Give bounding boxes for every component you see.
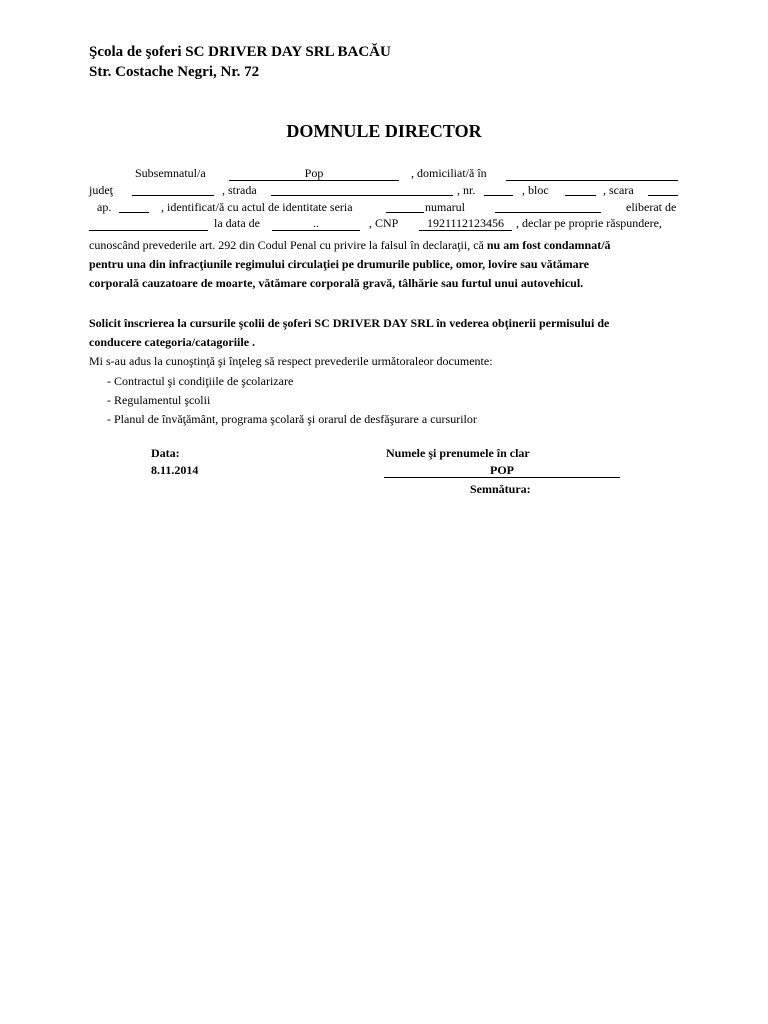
eliberat-label: eliberat de xyxy=(626,200,677,214)
request-line-2: conducere categoria/catagoriile . xyxy=(89,335,256,349)
scara-label: , scara xyxy=(603,183,634,197)
declaration-line-3: corporală cauzatoare de moarte, vătămare corporală gravă, tâlhărie sau furtul unui autovehicul. xyxy=(89,276,584,290)
numarul-field-line[interactable] xyxy=(495,212,601,213)
request-line-1: Solicit înscrierea la cursurile şcolii de şoferi SC DRIVER DAY SRL în vederea obţinerii permisului de xyxy=(89,316,610,330)
bloc-label: , bloc xyxy=(522,183,549,197)
numarul-label: numarul xyxy=(425,200,465,214)
declaration-line-2: pentru una din infracţiunile regimului circulaţiei pe drumurile publice, omor, lovire sau vătămare xyxy=(89,257,590,271)
ap-field-line[interactable] xyxy=(119,212,149,213)
full-name-value: POP xyxy=(490,463,514,477)
full-name-label: Numele şi prenumele în clar xyxy=(386,446,530,460)
page-title: DOMNULE DIRECTOR xyxy=(286,121,482,141)
la-data-label: la data de xyxy=(214,216,260,230)
strada-field-line[interactable] xyxy=(271,195,453,196)
cnp-field-value: 1921112123456 xyxy=(426,216,505,230)
date-label: Data: xyxy=(151,446,180,460)
declaration-line-1 xyxy=(89,238,611,253)
declar-label: , declar pe proprie răspundere, xyxy=(516,216,662,230)
seria-field-line[interactable] xyxy=(386,212,424,213)
document-item-2: - Regulamentul şcolii xyxy=(107,393,211,407)
signature-label: Semnătura: xyxy=(470,482,531,496)
domiciliat-label: , domiciliat/ă în xyxy=(411,166,487,180)
ap-label: ap. xyxy=(97,200,112,214)
nr-field-line[interactable] xyxy=(484,195,513,196)
document-item-1: - Contractul şi condiţiile de şcolarizare xyxy=(107,374,294,388)
strada-label: , strada xyxy=(222,183,257,197)
declaration-line-1-bold: nu am fost condamnat/ă xyxy=(486,238,611,252)
date-value: 8.11.2014 xyxy=(151,463,199,477)
identificat-label: , identificat/ă cu actul de identitate seria xyxy=(161,200,353,214)
domiciliu-field-line[interactable] xyxy=(506,180,678,181)
name-field-value: Pop xyxy=(304,166,324,180)
subsemnatul-label: Subsemnatul/a xyxy=(135,166,206,180)
scara-field-line[interactable] xyxy=(648,195,678,196)
cnp-label: , CNP xyxy=(369,216,399,230)
judet-label: judeţ xyxy=(89,183,113,197)
nr-label: , nr. xyxy=(457,183,476,197)
school-name: Şcola de şoferi SC DRIVER DAY SRL BACĂU xyxy=(89,44,391,60)
eliberat-field-line[interactable] xyxy=(89,230,208,231)
bloc-field-line[interactable] xyxy=(565,195,596,196)
declaration-line-1-text: cunoscând prevederile art. 292 din Codul Penal cu privire la falsul în declaraţii, că xyxy=(89,238,487,252)
data-field-value: .. xyxy=(313,216,319,230)
document-item-3: - Planul de învăţământ, programa şcolară şi orarul de desfăşurare a cursurilor xyxy=(107,412,477,426)
request-line-3: Mi s-au adus la cunoştinţă şi înţeleg să respect prevederile următoraleor documente: xyxy=(89,354,493,368)
school-address: Str. Costache Negri, Nr. 72 xyxy=(89,64,260,80)
judet-field-line[interactable] xyxy=(132,195,214,196)
